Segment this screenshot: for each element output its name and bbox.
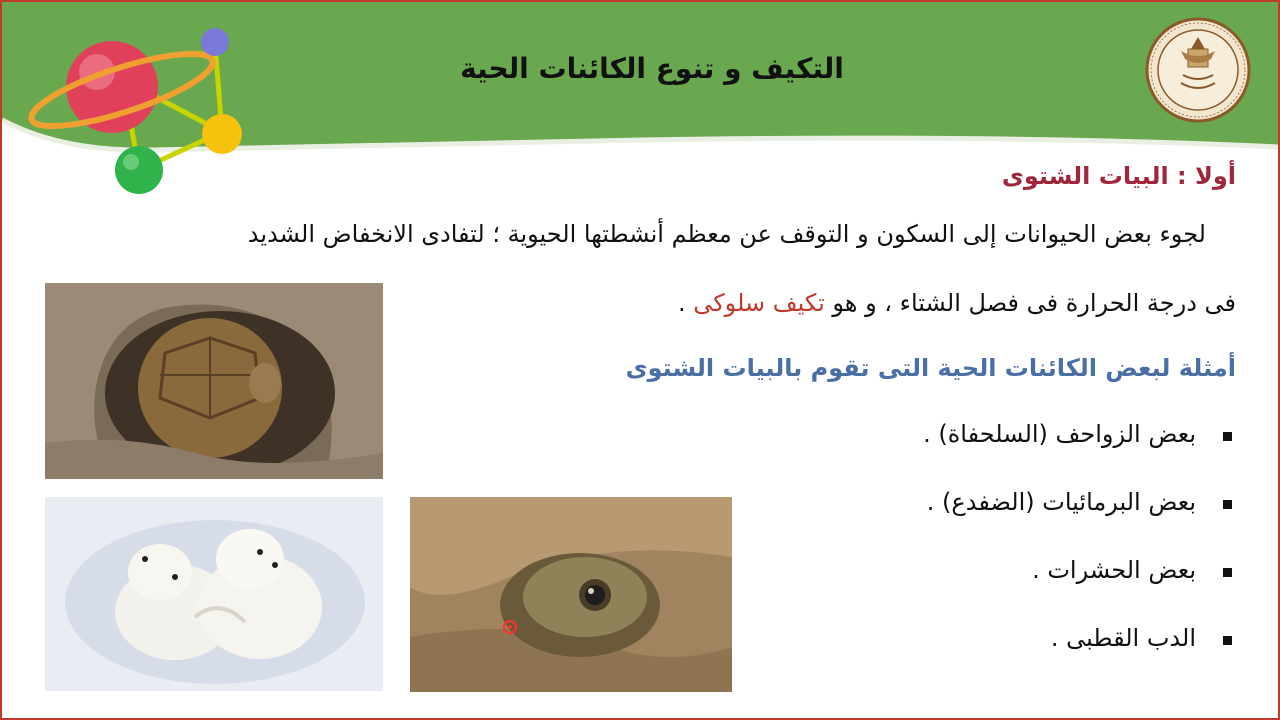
paragraph-line-2-prefix: فى درجة الحرارة فى فصل الشتاء ، و هو [824, 289, 1236, 317]
behavioral-adaptation-highlight: تكيف سلوكى [693, 289, 825, 317]
paragraph-line-1: لجوء بعض الحيوانات إلى السكون و التوقف عن معظم أنشطتها الحيوية ؛ لتفادى الانخفاض الشديد [247, 220, 1206, 248]
paragraph-line-2 [678, 289, 1236, 317]
ministry-seal-icon [1145, 17, 1251, 123]
bullet-square-icon [1223, 432, 1232, 441]
paragraph-line-2-suffix: . [677, 289, 694, 317]
slide-title: التكيف و تنوع الكائنات الحية [460, 52, 844, 85]
examples-heading: أمثلة لبعض الكائنات الحية التى تقوم بالبيات الشتوى [625, 354, 1236, 382]
bullet-square-icon [1223, 636, 1232, 645]
molecule-planet-icon [27, 22, 267, 197]
frog-photo [410, 497, 732, 692]
list-item: بعض الزواحف (السلحفاة) . [816, 420, 1236, 488]
section-heading: أولا : البيات الشتوى [1001, 162, 1236, 190]
polar-bears-photo [45, 497, 383, 691]
bullet-square-icon [1223, 500, 1232, 509]
examples-list [816, 420, 1236, 692]
list-item: الدب القطبى . [816, 624, 1236, 692]
list-item: بعض الحشرات . [816, 556, 1236, 624]
list-item: بعض البرمائيات (الضفدع) . [816, 488, 1236, 556]
tortoise-photo [45, 283, 383, 479]
bullet-square-icon [1223, 568, 1232, 577]
